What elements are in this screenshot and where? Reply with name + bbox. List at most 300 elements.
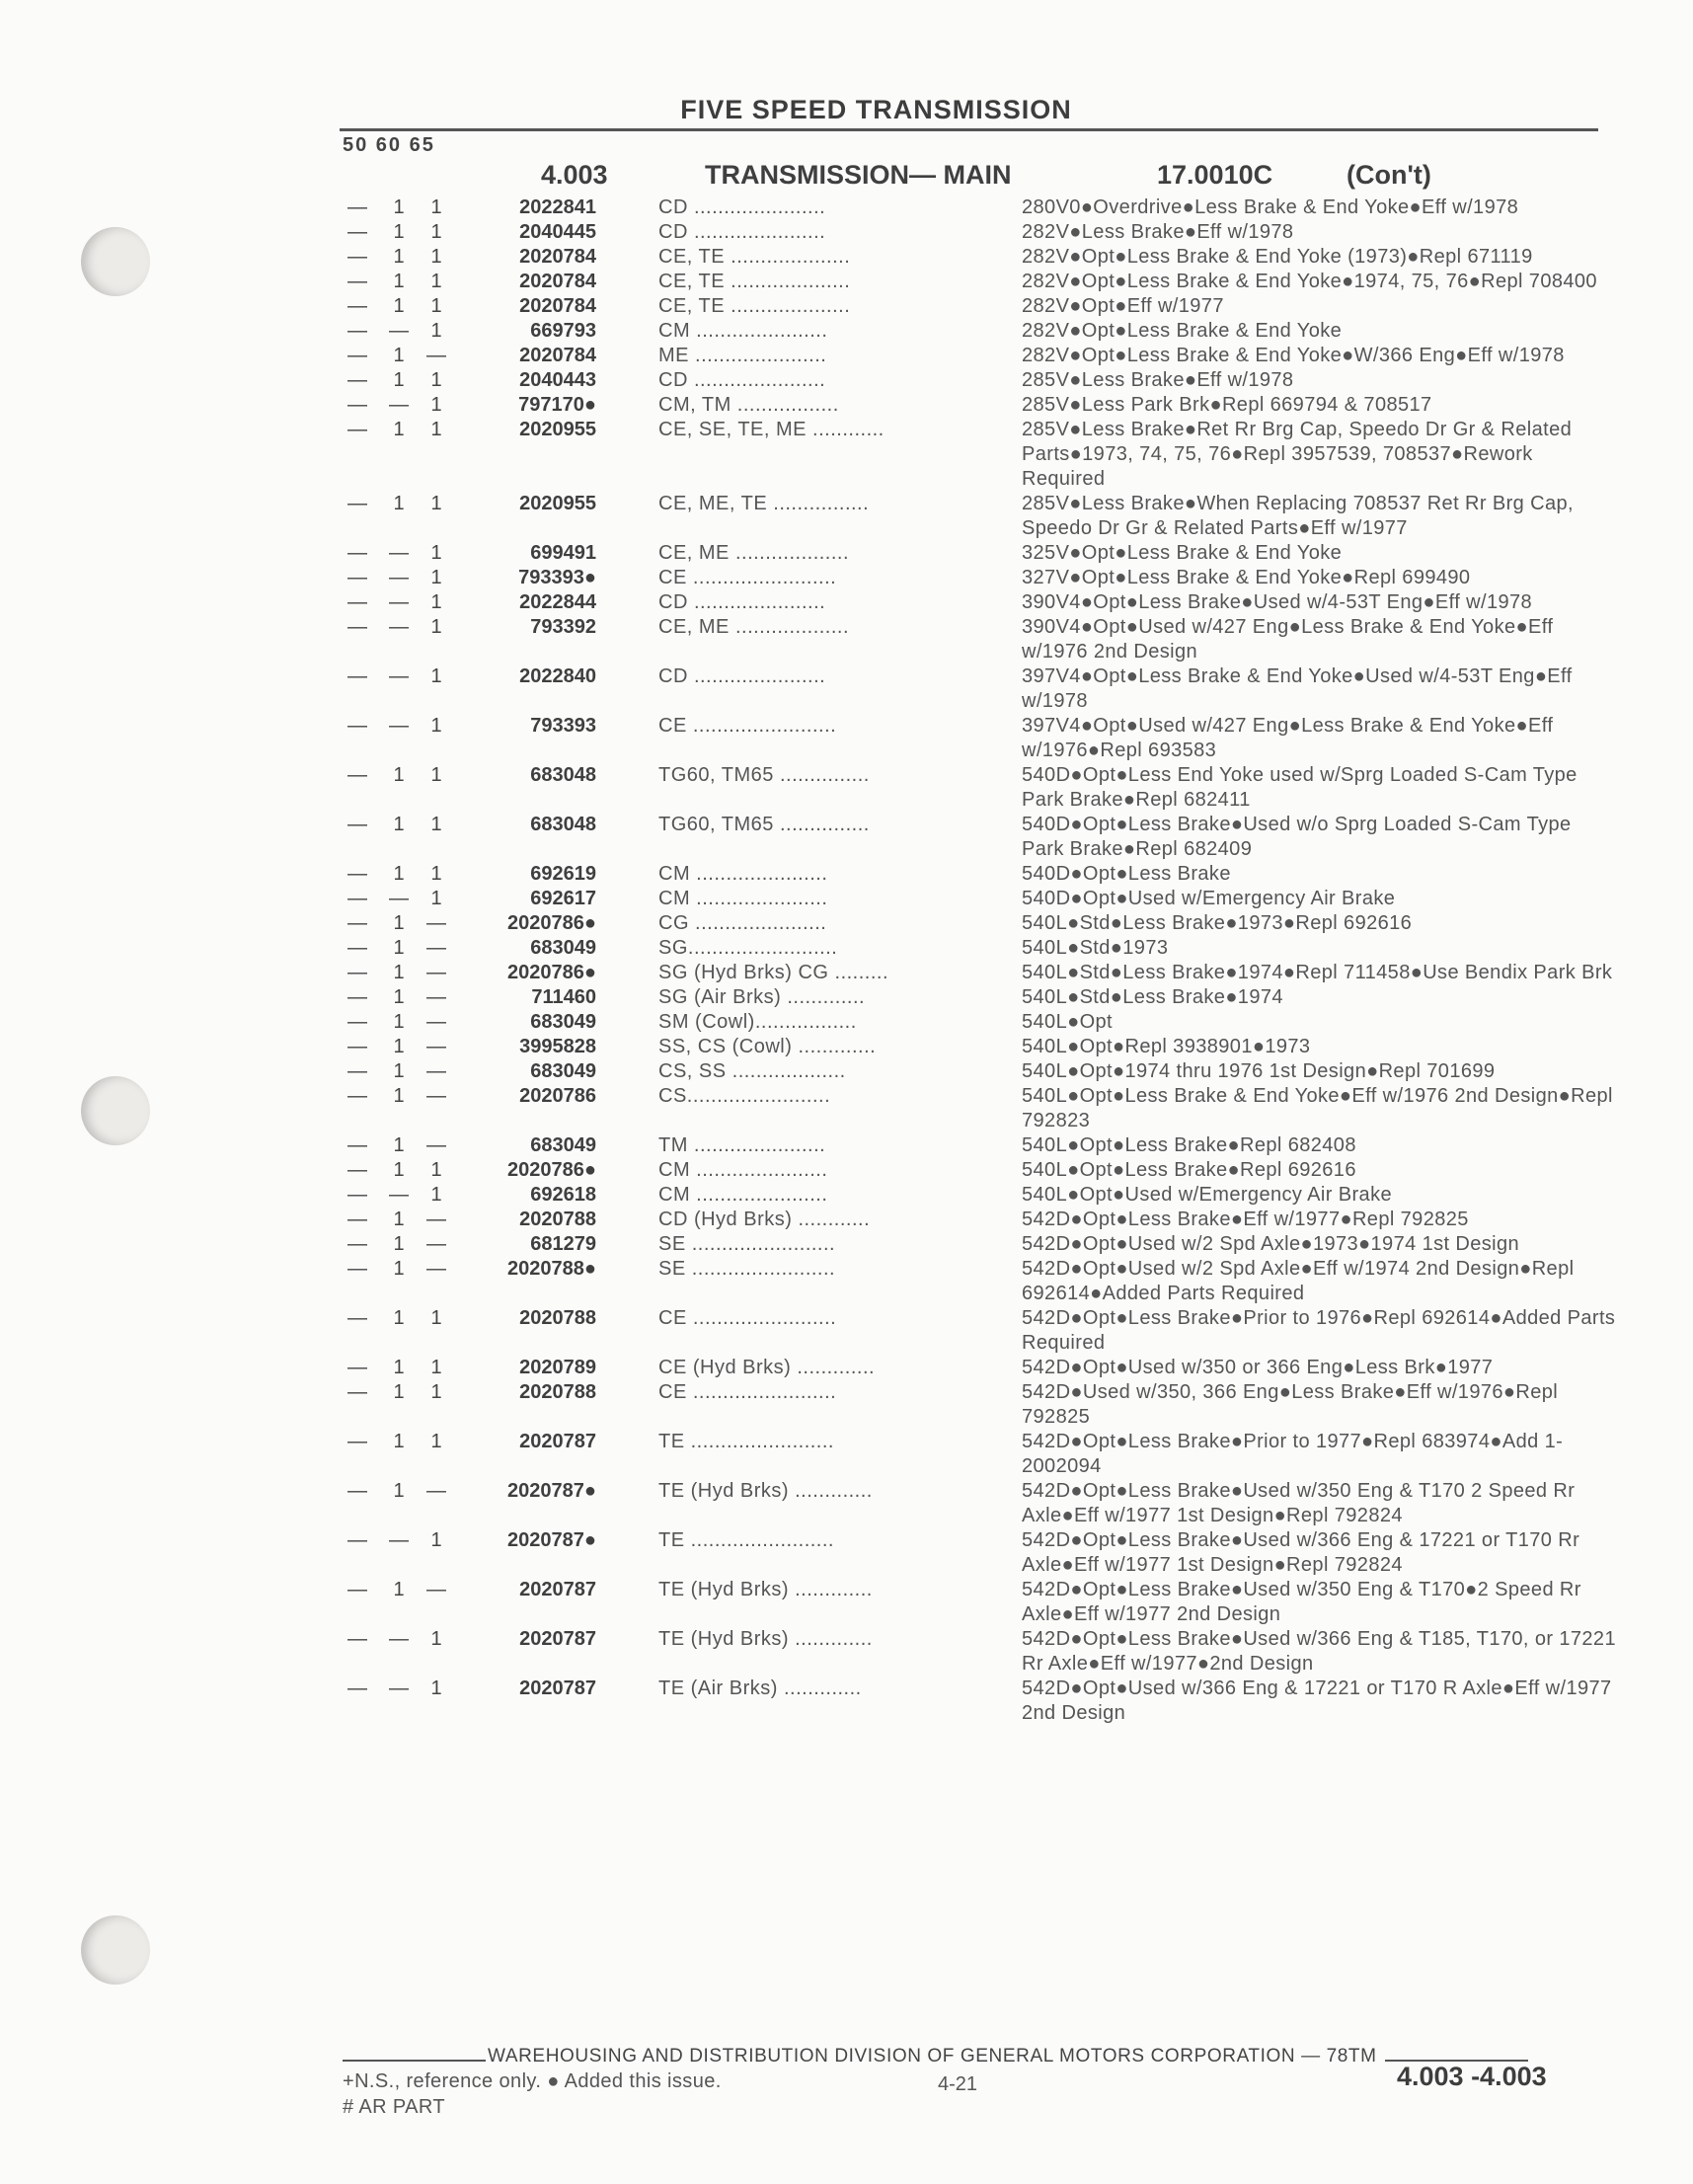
binder-hole xyxy=(81,227,150,296)
usage-flag: — xyxy=(347,1184,367,1206)
usage-flag: — xyxy=(426,1011,446,1033)
usage-flag: 1 xyxy=(430,665,442,687)
part-description: 540L●Opt●Less Brake●Repl 692616 xyxy=(1022,1159,1356,1181)
table-row xyxy=(343,1010,1616,1035)
usage-flag: 1 xyxy=(393,369,405,391)
usage-flag: 1 xyxy=(393,1233,405,1255)
usage-flag: — xyxy=(347,1677,367,1699)
usage-flag: 1 xyxy=(430,493,442,514)
table-row xyxy=(343,1627,1616,1677)
usage-flag: 1 xyxy=(430,1184,442,1206)
part-description: 540L●Std●Less Brake●1974●Repl 711458●Use Bendix Park Brk xyxy=(1022,962,1613,983)
application-codes: CM ...................... xyxy=(658,1159,828,1181)
legend-ns: +N.S., reference only. ● Added this issue. xyxy=(343,2070,722,2092)
usage-flag: — xyxy=(347,493,367,514)
application-codes: CE, TE .................... xyxy=(658,246,851,268)
part-description: 542D●Used w/350, 366 Eng●Less Brake●Eff w/1976●Repl 792825 xyxy=(1022,1381,1559,1428)
usage-flag: 1 xyxy=(393,912,405,934)
section-range: 4.003 -4.003 xyxy=(1397,2062,1547,2091)
usage-flag: — xyxy=(426,1134,446,1156)
usage-flag: 1 xyxy=(393,1579,405,1600)
section-number: 4.003 xyxy=(541,160,608,190)
part-number: 2020786● xyxy=(507,962,596,983)
part-description: 540L●Opt●Repl 3938901●1973 xyxy=(1022,1036,1311,1057)
usage-flag: 1 xyxy=(393,1431,405,1452)
usage-flag: — xyxy=(389,1184,409,1206)
table-row xyxy=(343,1035,1616,1059)
application-codes: CM ...................... xyxy=(658,1184,828,1206)
binder-hole xyxy=(81,1076,150,1145)
application-codes: CE ........................ xyxy=(658,1307,837,1329)
part-number: 2020787 xyxy=(519,1677,596,1699)
usage-flag: — xyxy=(347,246,367,268)
table-row xyxy=(343,961,1616,985)
table-row xyxy=(343,985,1616,1010)
table-row xyxy=(343,319,1616,344)
table-row xyxy=(343,590,1616,615)
usage-flag: — xyxy=(389,1529,409,1551)
usage-flag: 1 xyxy=(393,863,405,885)
part-description: 390V4●Opt●Less Brake●Used w/4-53T Eng●Eff w/1978 xyxy=(1022,591,1533,613)
part-number: 2020787● xyxy=(507,1529,596,1551)
usage-flag: — xyxy=(347,1381,367,1403)
table-row xyxy=(343,368,1616,393)
table-row xyxy=(343,1158,1616,1183)
usage-flag: 1 xyxy=(430,764,442,786)
usage-flag: — xyxy=(389,591,409,613)
part-description: 540L●Std●1973 xyxy=(1022,937,1169,959)
usage-flag: — xyxy=(389,616,409,638)
application-codes: CE ........................ xyxy=(658,715,837,737)
usage-flag: 1 xyxy=(393,1085,405,1107)
usage-flag: — xyxy=(347,1209,367,1230)
application-codes: TE (Air Brks) ............. xyxy=(658,1677,862,1699)
usage-flag: — xyxy=(347,1134,367,1156)
usage-flag: — xyxy=(426,912,446,934)
usage-flag: 1 xyxy=(393,814,405,835)
usage-flag: — xyxy=(347,419,367,440)
application-codes: CE, ME ................... xyxy=(658,542,850,564)
part-number: 699491 xyxy=(530,542,596,564)
part-description: 540L●Opt xyxy=(1022,1011,1114,1033)
usage-flag: 1 xyxy=(430,542,442,564)
usage-flag: 1 xyxy=(393,1134,405,1156)
part-description: 285V●Less Brake●Ret Rr Brg Cap, Speedo Dr Gr & Related Parts●1973, 74, 75, 76●Repl 3957539, 708537●Rework Required xyxy=(1022,419,1573,490)
part-number: 2020955 xyxy=(519,419,596,440)
application-codes: TE (Hyd Brks) ............. xyxy=(658,1628,873,1650)
part-description: 542D●Opt●Less Brake●Used w/350 Eng & T170●2 Speed Rr Axle●Eff w/1977 2nd Design xyxy=(1022,1579,1581,1625)
part-number: 683048 xyxy=(530,764,596,786)
part-number: 683049 xyxy=(530,1134,596,1156)
table-row xyxy=(343,541,1616,566)
part-description: 542D●Opt●Less Brake●Eff w/1977●Repl 792825 xyxy=(1022,1209,1469,1230)
column-heads: 50 60 65 xyxy=(343,134,435,156)
usage-flag: 1 xyxy=(393,764,405,786)
usage-flag: — xyxy=(347,1579,367,1600)
part-number: 793392 xyxy=(530,616,596,638)
application-codes: CS, SS ................... xyxy=(658,1060,846,1082)
usage-flag: 1 xyxy=(393,295,405,317)
table-row xyxy=(343,1356,1616,1380)
usage-flag: 1 xyxy=(430,715,442,737)
usage-flag: — xyxy=(347,1060,367,1082)
usage-flag: 1 xyxy=(393,1480,405,1502)
page-title: FIVE SPEED TRANSMISSION xyxy=(680,95,1072,124)
usage-flag: 1 xyxy=(430,814,442,835)
usage-flag: 1 xyxy=(430,295,442,317)
part-description: 280V0●Overdrive●Less Brake & End Yoke●Eff w/1978 xyxy=(1022,196,1519,218)
usage-flag: 1 xyxy=(393,345,405,366)
table-row xyxy=(343,911,1616,936)
usage-flag: 1 xyxy=(393,246,405,268)
part-number: 3995828 xyxy=(519,1036,596,1057)
application-codes: CD ...................... xyxy=(658,221,826,243)
table-row xyxy=(343,813,1616,862)
table-row xyxy=(343,862,1616,887)
usage-flag: — xyxy=(347,1258,367,1280)
part-description: 540L●Std●Less Brake●1973●Repl 692616 xyxy=(1022,912,1413,934)
table-row xyxy=(343,887,1616,911)
application-codes: CM ...................... xyxy=(658,863,828,885)
part-description: 282V●Opt●Less Brake & End Yoke●W/366 Eng●Eff w/1978 xyxy=(1022,345,1565,366)
usage-flag: 1 xyxy=(430,196,442,218)
page-number: 4-21 xyxy=(938,2073,978,2095)
part-description: 540L●Opt●Used w/Emergency Air Brake xyxy=(1022,1184,1392,1206)
usage-flag: 1 xyxy=(393,196,405,218)
usage-flag: 1 xyxy=(430,1628,442,1650)
part-number: 2020788 xyxy=(519,1381,596,1403)
usage-flag: — xyxy=(389,542,409,564)
usage-flag: — xyxy=(426,1060,446,1082)
usage-flag: 1 xyxy=(430,888,442,909)
usage-flag: 1 xyxy=(393,986,405,1008)
part-description: 542D●Opt●Less Brake●Prior to 1977●Repl 683974●Add 1-2002094 xyxy=(1022,1431,1564,1477)
part-number: 2020787● xyxy=(507,1480,596,1502)
binder-hole xyxy=(81,1915,150,1985)
part-description: 282V●Less Brake●Eff w/1978 xyxy=(1022,221,1294,243)
part-description: 540L●Opt●Less Brake●Repl 682408 xyxy=(1022,1134,1356,1156)
usage-flag: 1 xyxy=(393,937,405,959)
part-number: 793393● xyxy=(518,567,596,588)
application-codes: TE ........................ xyxy=(658,1529,834,1551)
application-codes: CE (Hyd Brks) ............. xyxy=(658,1357,876,1378)
part-number: 2020787 xyxy=(519,1628,596,1650)
application-codes: CS........................ xyxy=(658,1085,831,1107)
footer-rule-left xyxy=(343,2060,486,2062)
part-number: 669793 xyxy=(530,320,596,342)
usage-flag: 1 xyxy=(393,1060,405,1082)
usage-flag: 1 xyxy=(393,1159,405,1181)
usage-flag: 1 xyxy=(430,1529,442,1551)
usage-flag: — xyxy=(347,1159,367,1181)
usage-flag: 1 xyxy=(430,221,442,243)
application-codes: TM ...................... xyxy=(658,1134,826,1156)
application-codes: TE ........................ xyxy=(658,1431,834,1452)
part-number: 2022841 xyxy=(519,196,596,218)
usage-flag: 1 xyxy=(430,1357,442,1378)
usage-flag: — xyxy=(347,616,367,638)
usage-flag: 1 xyxy=(393,1011,405,1033)
part-number: 2040445 xyxy=(519,221,596,243)
table-row xyxy=(343,1528,1616,1578)
application-codes: TG60, TM65 ............... xyxy=(658,764,870,786)
table-row xyxy=(343,393,1616,418)
table-row xyxy=(343,664,1616,714)
usage-flag: — xyxy=(426,345,446,366)
usage-flag: 1 xyxy=(393,1357,405,1378)
table-row xyxy=(343,344,1616,368)
footer-division-text: WAREHOUSING AND DISTRIBUTION DIVISION OF GENERAL MOTORS CORPORATION — 78TM xyxy=(488,2046,1377,2067)
table-row xyxy=(343,1232,1616,1257)
table-row xyxy=(343,1208,1616,1232)
usage-flag: — xyxy=(347,715,367,737)
part-number: 692617 xyxy=(530,888,596,909)
usage-flag: 1 xyxy=(430,246,442,268)
part-description: 282V●Opt●Less Brake & End Yoke xyxy=(1022,320,1343,342)
usage-flag: 1 xyxy=(430,1159,442,1181)
usage-flag: — xyxy=(389,567,409,588)
part-description: 285V●Less Brake●Eff w/1978 xyxy=(1022,369,1294,391)
usage-flag: — xyxy=(347,986,367,1008)
part-number: 683049 xyxy=(530,1060,596,1082)
application-codes: SS, CS (Cowl) ............. xyxy=(658,1036,877,1057)
part-number: 2020784 xyxy=(519,345,596,366)
usage-flag: 1 xyxy=(393,271,405,292)
part-description: 285V●Less Park Brk●Repl 669794 & 708517 xyxy=(1022,394,1432,416)
application-codes: SE ........................ xyxy=(658,1233,836,1255)
usage-flag: — xyxy=(347,888,367,909)
table-row xyxy=(343,418,1616,492)
part-number: 2020786● xyxy=(507,912,596,934)
application-codes: CE, TE .................... xyxy=(658,295,851,317)
usage-flag: — xyxy=(347,1357,367,1378)
usage-flag: — xyxy=(347,1431,367,1452)
table-row xyxy=(343,294,1616,319)
application-codes: CD ...................... xyxy=(658,591,826,613)
part-description: 285V●Less Brake●When Replacing 708537 Ret Rr Brg Cap, Speedo Dr Gr & Related Parts●Eff w/1977 xyxy=(1022,493,1574,539)
part-number: 683048 xyxy=(530,814,596,835)
part-number: 692618 xyxy=(530,1184,596,1206)
part-number: 2020788 xyxy=(519,1209,596,1230)
section-name: TRANSMISSION— MAIN xyxy=(705,160,1012,190)
table-row xyxy=(343,763,1616,813)
part-number: 2020786● xyxy=(507,1159,596,1181)
usage-flag: — xyxy=(389,1628,409,1650)
part-number: 2020789 xyxy=(519,1357,596,1378)
usage-flag: — xyxy=(347,863,367,885)
table-row xyxy=(343,1306,1616,1356)
table-row xyxy=(343,1578,1616,1627)
table-row xyxy=(343,1183,1616,1208)
group-number: 17.0010C xyxy=(1157,160,1273,190)
usage-flag: 1 xyxy=(430,591,442,613)
part-description: 390V4●Opt●Used w/427 Eng●Less Brake & End Yoke●Eff w/1976 2nd Design xyxy=(1022,616,1554,663)
usage-flag: — xyxy=(389,320,409,342)
part-description: 540D●Opt●Less End Yoke used w/Sprg Loaded S-Cam Type Park Brake●Repl 682411 xyxy=(1022,764,1578,811)
usage-flag: 1 xyxy=(430,1381,442,1403)
part-description: 542D●Opt●Less Brake●Used w/350 Eng & T170 2 Speed Rr Axle●Eff w/1977 1st Design●Repl 792824 xyxy=(1022,1480,1576,1526)
application-codes: CE, ME, TE ................ xyxy=(658,493,870,514)
part-number: 692619 xyxy=(530,863,596,885)
part-number: 2020784 xyxy=(519,246,596,268)
table-row xyxy=(343,1677,1616,1726)
usage-flag: — xyxy=(347,591,367,613)
part-description: 540D●Opt●Less Brake xyxy=(1022,863,1231,885)
usage-flag: — xyxy=(426,1233,446,1255)
part-number: 711460 xyxy=(531,986,596,1008)
part-description: 397V4●Opt●Less Brake & End Yoke●Used w/4-53T Eng●Eff w/1978 xyxy=(1022,665,1573,712)
part-description: 540L●Std●Less Brake●1974 xyxy=(1022,986,1283,1008)
table-row xyxy=(343,195,1616,220)
usage-flag: 1 xyxy=(430,1431,442,1452)
part-description: 542D●Opt●Less Brake●Used w/366 Eng & 17221 or T170 Rr Axle●Eff w/1977 1st Design●Repl 792824 xyxy=(1022,1529,1580,1576)
parts-list xyxy=(343,195,1616,1726)
part-description: 542D●Opt●Less Brake●Used w/366 Eng & T185, T170, or 17221 Rr Axle●Eff w/1977●2nd Design xyxy=(1022,1628,1616,1675)
application-codes: SG......................... xyxy=(658,937,838,959)
table-row xyxy=(343,270,1616,294)
usage-flag: — xyxy=(347,665,367,687)
part-number: 2022844 xyxy=(519,591,596,613)
table-row xyxy=(343,220,1616,245)
application-codes: CM ...................... xyxy=(658,320,828,342)
table-row xyxy=(343,492,1616,541)
application-codes: TG60, TM65 ............... xyxy=(658,814,870,835)
application-codes: CD (Hyd Brks) ............ xyxy=(658,1209,871,1230)
application-codes: TE (Hyd Brks) ............. xyxy=(658,1579,873,1600)
usage-flag: — xyxy=(426,1579,446,1600)
part-number: 683049 xyxy=(530,937,596,959)
usage-flag: — xyxy=(426,1480,446,1502)
usage-flag: 1 xyxy=(393,1381,405,1403)
usage-flag: 1 xyxy=(430,369,442,391)
table-row xyxy=(343,714,1616,763)
usage-flag: 1 xyxy=(393,1209,405,1230)
usage-flag: 1 xyxy=(430,616,442,638)
usage-flag: — xyxy=(389,394,409,416)
application-codes: CE, SE, TE, ME ............ xyxy=(658,419,885,440)
part-description: 542D●Opt●Used w/366 Eng & 17221 or T170 R Axle●Eff w/1977 2nd Design xyxy=(1022,1677,1612,1724)
usage-flag: — xyxy=(347,345,367,366)
part-description: 282V●Opt●Less Brake & End Yoke (1973)●Repl 671119 xyxy=(1022,246,1533,268)
legend-ar: # AR PART xyxy=(343,2096,446,2118)
usage-flag: — xyxy=(389,665,409,687)
usage-flag: — xyxy=(347,1529,367,1551)
table-row xyxy=(343,1257,1616,1306)
part-number: 2020786 xyxy=(519,1085,596,1107)
table-row xyxy=(343,1380,1616,1430)
usage-flag: 1 xyxy=(430,394,442,416)
table-row xyxy=(343,1133,1616,1158)
table-row xyxy=(343,1059,1616,1084)
table-row xyxy=(343,615,1616,664)
application-codes: ME ...................... xyxy=(658,345,827,366)
usage-flag: 1 xyxy=(393,493,405,514)
part-description: 540D●Opt●Used w/Emergency Air Brake xyxy=(1022,888,1396,909)
part-description: 542D●Opt●Less Brake●Prior to 1976●Repl 692614●Added Parts Required xyxy=(1022,1307,1616,1354)
usage-flag: 1 xyxy=(393,1307,405,1329)
application-codes: CM ...................... xyxy=(658,888,828,909)
usage-flag: 1 xyxy=(393,1036,405,1057)
part-description: 542D●Opt●Used w/2 Spd Axle●1973●1974 1st Design xyxy=(1022,1233,1520,1255)
usage-flag: — xyxy=(426,1209,446,1230)
table-row xyxy=(343,1479,1616,1528)
usage-flag: 1 xyxy=(430,567,442,588)
usage-flag: 1 xyxy=(393,1258,405,1280)
usage-flag: — xyxy=(347,542,367,564)
part-description: 397V4●Opt●Used w/427 Eng●Less Brake & End Yoke●Eff w/1976●Repl 693583 xyxy=(1022,715,1554,761)
usage-flag: — xyxy=(426,1036,446,1057)
usage-flag: — xyxy=(426,1085,446,1107)
usage-flag: — xyxy=(347,567,367,588)
usage-flag: — xyxy=(347,1036,367,1057)
table-row xyxy=(343,1430,1616,1479)
usage-flag: — xyxy=(347,320,367,342)
usage-flag: 1 xyxy=(430,419,442,440)
usage-flag: 1 xyxy=(430,863,442,885)
application-codes: CE ........................ xyxy=(658,1381,837,1403)
application-codes: CD ...................... xyxy=(658,196,826,218)
part-number: 683049 xyxy=(530,1011,596,1033)
usage-flag: — xyxy=(347,271,367,292)
usage-flag: 1 xyxy=(393,962,405,983)
usage-flag: — xyxy=(426,986,446,1008)
part-description: 282V●Opt●Less Brake & End Yoke●1974, 75, 76●Repl 708400 xyxy=(1022,271,1597,292)
application-codes: CD ...................... xyxy=(658,369,826,391)
usage-flag: — xyxy=(347,369,367,391)
table-row xyxy=(343,566,1616,590)
part-number: 2020784 xyxy=(519,271,596,292)
part-description: 540L●Opt●Less Brake & End Yoke●Eff w/1976 2nd Design●Repl 792823 xyxy=(1022,1085,1613,1131)
application-codes: SG (Hyd Brks) CG ......... xyxy=(658,962,889,983)
part-number: 797170● xyxy=(518,394,596,416)
part-number: 2022840 xyxy=(519,665,596,687)
usage-flag: — xyxy=(347,295,367,317)
usage-flag: — xyxy=(347,196,367,218)
part-number: 681279 xyxy=(530,1233,596,1255)
usage-flag: — xyxy=(347,764,367,786)
part-description: 327V●Opt●Less Brake & End Yoke●Repl 699490 xyxy=(1022,567,1471,588)
usage-flag: — xyxy=(347,1480,367,1502)
usage-flag: — xyxy=(347,394,367,416)
part-number: 2020788● xyxy=(507,1258,596,1280)
continued-label: (Con't) xyxy=(1347,160,1431,190)
usage-flag: — xyxy=(426,962,446,983)
part-number: 2020784 xyxy=(519,295,596,317)
usage-flag: 1 xyxy=(393,221,405,243)
application-codes: CM, TM ................. xyxy=(658,394,839,416)
application-codes: CG ...................... xyxy=(658,912,827,934)
part-number: 2020955 xyxy=(519,493,596,514)
application-codes: SM (Cowl)................. xyxy=(658,1011,857,1033)
usage-flag: — xyxy=(347,1085,367,1107)
usage-flag: — xyxy=(347,221,367,243)
usage-flag: — xyxy=(347,937,367,959)
application-codes: SG (Air Brks) ............. xyxy=(658,986,866,1008)
usage-flag: — xyxy=(347,1233,367,1255)
usage-flag: — xyxy=(389,1677,409,1699)
usage-flag: — xyxy=(389,888,409,909)
table-row xyxy=(343,936,1616,961)
application-codes: CE ........................ xyxy=(658,567,837,588)
usage-flag: — xyxy=(347,1011,367,1033)
application-codes: TE (Hyd Brks) ............. xyxy=(658,1480,873,1502)
part-number: 2020787 xyxy=(519,1579,596,1600)
part-description: 325V●Opt●Less Brake & End Yoke xyxy=(1022,542,1343,564)
part-description: 282V●Opt●Eff w/1977 xyxy=(1022,295,1224,317)
usage-flag: — xyxy=(426,937,446,959)
part-description: 540D●Opt●Less Brake●Used w/o Sprg Loaded S-Cam Type Park Brake●Repl 682409 xyxy=(1022,814,1572,860)
usage-flag: — xyxy=(347,962,367,983)
